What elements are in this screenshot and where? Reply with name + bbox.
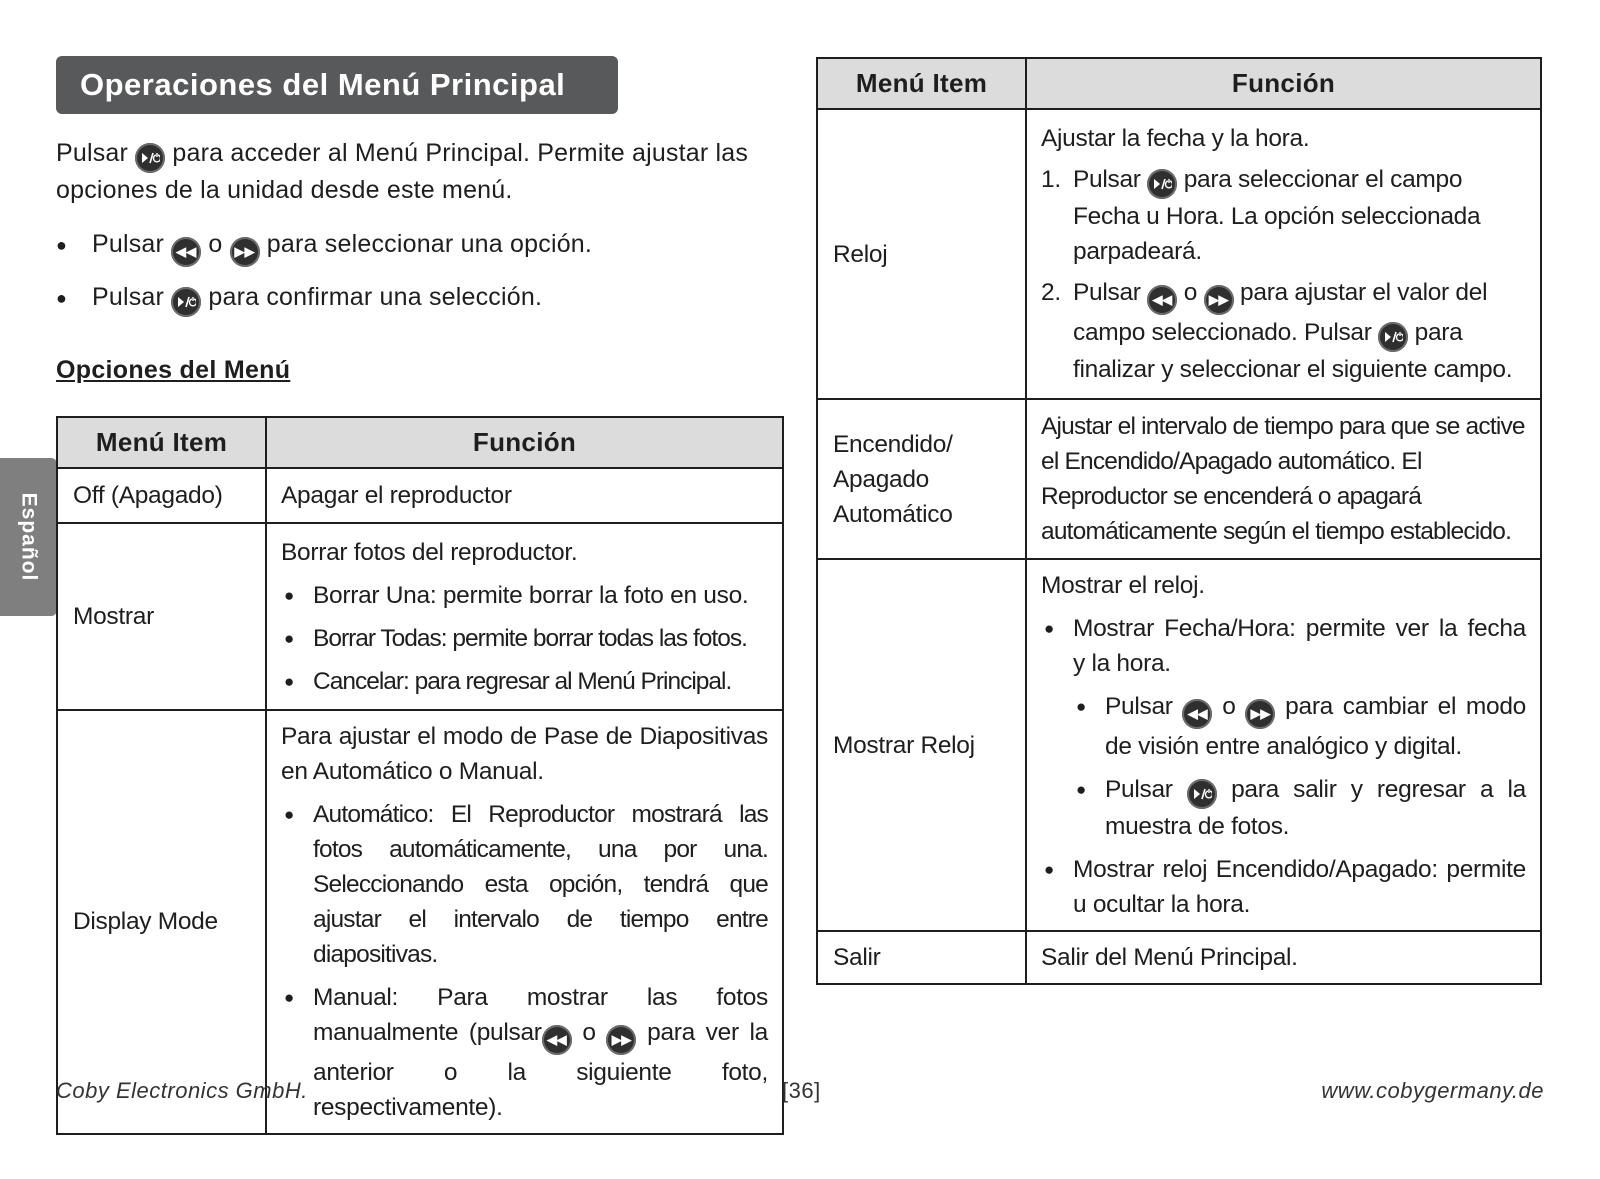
bullet-confirm-selection: ● Pulsar para confirmar una selección. [56, 280, 542, 317]
play-power-icon [1187, 779, 1217, 809]
step-text: para finalizar y seleccionar el siguiente campo. [1073, 318, 1513, 383]
step-text: Pulsar [1073, 166, 1141, 194]
bullet-text: para seleccionar una opción. [266, 230, 593, 258]
rewind-icon: ◀◀ [542, 1025, 572, 1055]
table-header-row [817, 58, 1541, 109]
row-item-reloj: Reloj [817, 109, 1026, 399]
function-intro: Ajustar la fecha y la hora. [1041, 125, 1310, 153]
intro-text-after: para acceder al Menú Principal. Permite ajustar las opciones de la unidad desde este menú. [56, 139, 749, 204]
header-menu-item: Menú Item [817, 58, 1026, 109]
fast-forward-icon: ▶▶ [1204, 285, 1234, 315]
bullet-text: para confirmar una selección. [208, 283, 543, 311]
list-item-text: para cambiar el modo de visión entre analógico y digital. [1105, 693, 1526, 760]
intro-paragraph [56, 136, 796, 207]
table-row [57, 468, 783, 523]
list-item: ● Mostrar reloj Encendido/Apagado: permite u ocultar la hora. [1041, 852, 1526, 922]
menu-options-table-right [816, 57, 1542, 985]
fast-forward-icon: ▶▶ [1245, 699, 1275, 729]
rewind-icon: ◀◀ [1147, 285, 1177, 315]
function-intro: Borrar fotos del reproductor. [281, 538, 578, 566]
list-item-text: o [1222, 693, 1236, 721]
menu-options-heading: Opciones del Menú [56, 356, 291, 384]
row-function-mostrar-reloj [1026, 559, 1541, 931]
play-power-icon [1378, 322, 1408, 352]
row-function-mostrar [266, 523, 783, 710]
function-intro: Para ajustar el modo de Pase de Diapositivas en Automático o Manual. [281, 723, 768, 785]
language-side-tab [0, 458, 57, 616]
table-row [817, 109, 1541, 399]
row-function-display-mode [266, 710, 783, 1134]
footer-page-number: [36] [782, 1078, 821, 1103]
step-item [1041, 162, 1526, 269]
section-title: Operaciones del Menú Principal [56, 56, 618, 114]
table-row [817, 399, 1541, 559]
footer-url: www.cobygermany.de [1321, 1078, 1544, 1103]
step-text: para ajustar el valor del campo seleccionado. Pulsar [1073, 279, 1488, 346]
fast-forward-icon: ▶▶ [606, 1025, 636, 1055]
row-item-mostrar-reloj: Mostrar Reloj [817, 559, 1026, 931]
header-function: Función [1026, 58, 1541, 109]
step-text: Pulsar [1073, 279, 1141, 307]
footer-company: Coby Electronics GmbH. [56, 1078, 308, 1103]
intro-text-before: Pulsar [56, 139, 129, 167]
sub-list-item [1073, 772, 1526, 844]
menu-options-table-left [56, 416, 784, 1135]
row-item-display-mode: Display Mode [57, 710, 266, 1134]
rewind-icon: ◀◀ [171, 237, 201, 267]
table-row [57, 710, 783, 1134]
bullet-text: o [208, 230, 223, 258]
bullet-text: Pulsar [92, 230, 165, 258]
list-item-text: para salir y regresar a la muestra de fotos. [1105, 775, 1526, 840]
play-power-icon [1147, 169, 1177, 199]
list-item: ● Borrar Una: permite borrar la foto en uso. [281, 578, 768, 613]
list-item-text: Mostrar Fecha/Hora: permite ver la fecha y la hora. [1073, 615, 1526, 678]
step-text: para seleccionar el campo Fecha u Hora. La opción seleccionada parpadeará. [1073, 166, 1481, 266]
list-item-text: para ver la anterior o la siguiente foto, respectivamente). [313, 1019, 768, 1121]
header-function: Función [266, 417, 783, 468]
row-item-salir: Salir [817, 931, 1026, 984]
language-label: Español [17, 492, 41, 582]
fast-forward-icon: ▶▶ [230, 237, 260, 267]
step-item [1041, 275, 1526, 387]
table-row [817, 559, 1541, 931]
bullet-select-option: ● Pulsar ◀◀ o ▶▶ para seleccionar una opción. [56, 227, 592, 267]
bullet-text: Pulsar [92, 283, 165, 311]
step-number: 1. [1041, 166, 1061, 194]
row-function-salir: Salir del Menú Principal. [1026, 931, 1541, 984]
list-item-text: Pulsar [1105, 775, 1173, 803]
step-text: o [1183, 279, 1198, 307]
function-intro: Mostrar el reloj. [1041, 572, 1205, 600]
row-item-mostrar: Mostrar [57, 523, 266, 710]
sub-list-item [1073, 689, 1526, 764]
list-item [1041, 611, 1526, 844]
row-function-auto-power: Ajustar el intervalo de tiempo para que se active el Encendido/Apagado automático. El Reproductor se encenderá o apagará automáticamente según el tiempo establecido. [1026, 399, 1541, 559]
table-row [57, 523, 783, 710]
list-item-text: Manual: Para mostrar las fotos manualmente (pulsar [313, 984, 768, 1046]
play-power-icon [135, 143, 165, 173]
header-menu-item: Menú Item [57, 417, 266, 468]
row-item-off: Off (Apagado) [57, 468, 266, 523]
list-item: ● Automático: El Reproductor mostrará las fotos automáticamente, una por una. Seleccionando esta opción, tendrá que ajustar el intervalo de tiempo entre diapositivas. [281, 797, 768, 972]
list-item-text: Pulsar [1105, 693, 1173, 721]
rewind-icon: ◀◀ [1182, 699, 1212, 729]
list-item: ● Borrar Todas: permite borrar todas las fotos. [281, 621, 768, 656]
row-function-reloj [1026, 109, 1541, 399]
play-power-icon [171, 287, 201, 317]
list-item: ● Cancelar: para regresar al Menú Principal. [281, 664, 768, 699]
table-row [817, 931, 1541, 984]
row-item-auto-power: Encendido/ Apagado Automático [817, 399, 1026, 559]
table-header-row [57, 417, 783, 468]
row-function-off: Apagar el reproductor [266, 468, 783, 523]
step-number: 2. [1041, 279, 1061, 307]
list-item-text: o [582, 1019, 596, 1046]
list-item [281, 980, 768, 1125]
